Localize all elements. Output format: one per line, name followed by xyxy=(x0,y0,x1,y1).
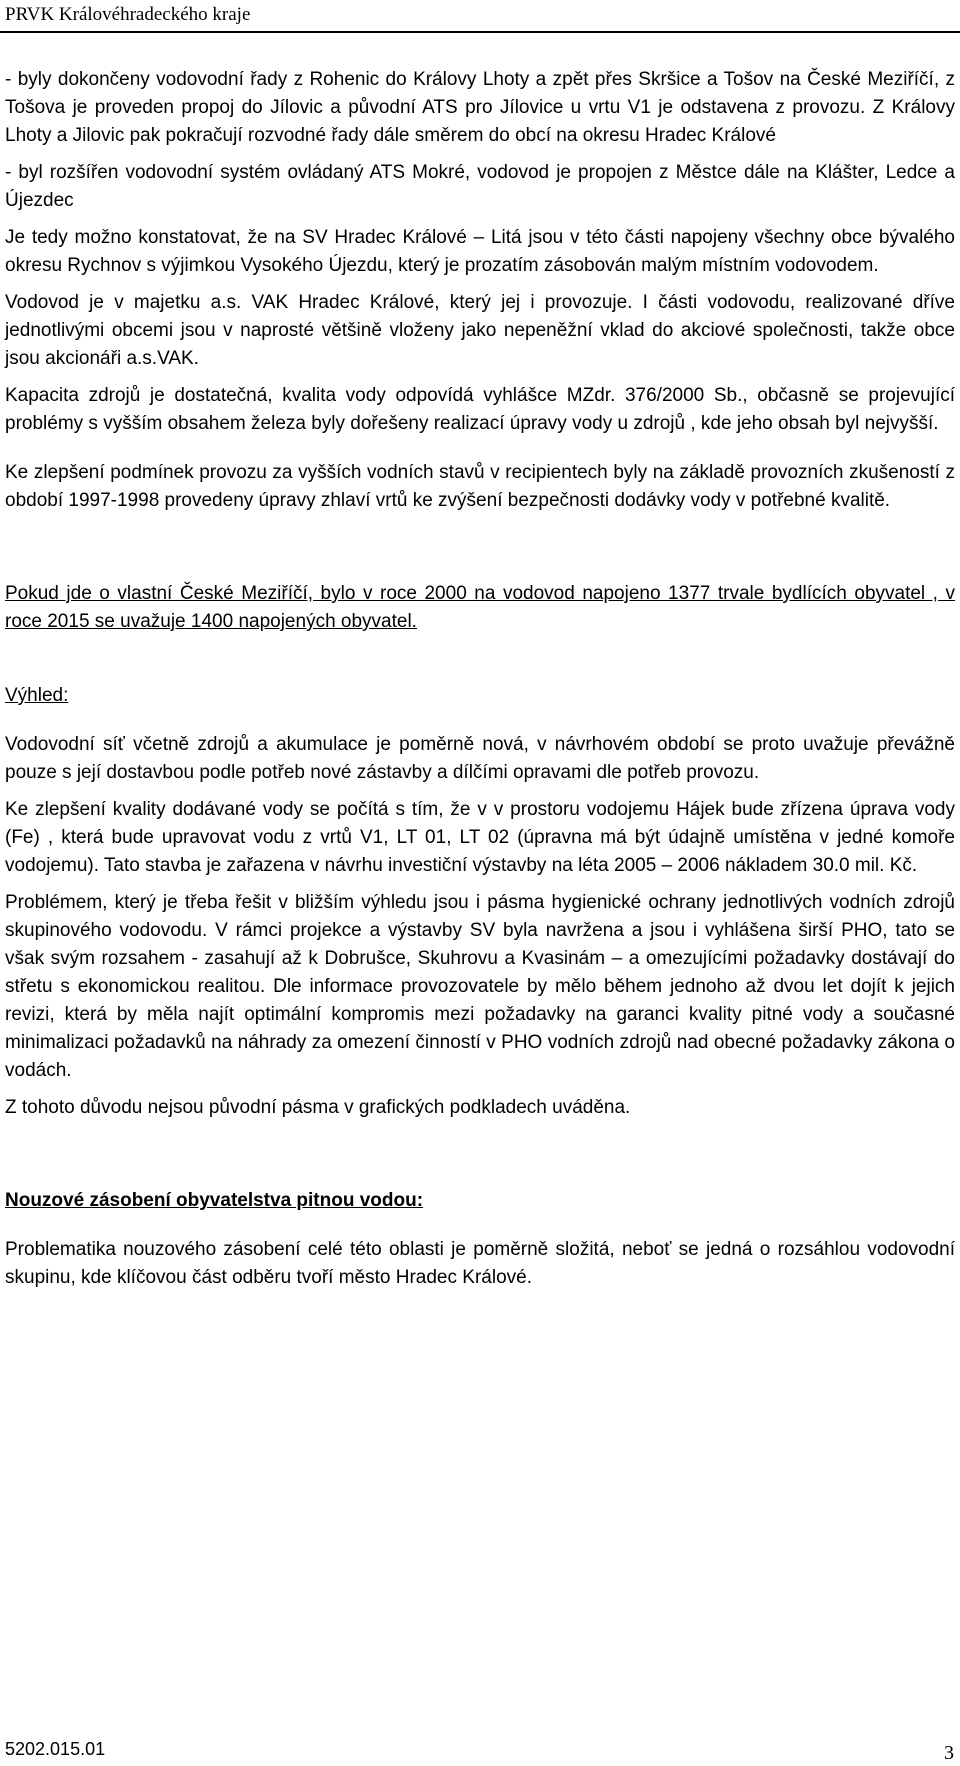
page-footer xyxy=(0,1730,960,1766)
header-divider xyxy=(0,31,960,33)
paragraph-network-outlook: Vodovodní síť včetně zdrojů a akumulace je poměrně nová, v návrhovém období se proto uvažuje převážně pouze s její dostavbou podle potřeb nové zástavby a dílčími opravami dle potřeb provozu. xyxy=(5,734,955,783)
document-title: PRVK Královéhradeckého kraje xyxy=(5,4,251,25)
paragraph-water-treatment: Ke zlepšení kvality dodávané vody se počítá s tím, že v v prostoru vodojemu Hájek bude zřízena úprava vody (Fe) , která bude upravovat vodu z vrtů V1, LT 01, LT 02 (úpravna má být údajně umístěna v jedné komoře vodojemu). Tato stavba je zařazena v návrhu investiční výstavby na léta 2005 – 2006 nákladem 30.0 mil. Kč. xyxy=(5,799,955,876)
document-code: 5202.015.01 xyxy=(5,1739,106,1759)
page-number: 3 xyxy=(944,1742,954,1764)
paragraph-zones-not-shown: Z tohoto důvodu nejsou původní pásma v grafických podkladech uváděna. xyxy=(5,1097,631,1118)
paragraph-connected-villages: Je tedy možno konstatovat, že na SV Hradec Králové – Litá jsou v této části napojeny všechny obce bývalého okresu Rychnov s výjimkou Vysokého Újezdu, který je prozatím zásobován malým místním vodovodem. xyxy=(5,227,955,276)
heading-outlook: Výhled: xyxy=(5,685,69,706)
paragraph-capacity: Kapacita zdrojů je dostatečná, kvalita vody odpovídá vyhlášce MZdr. 376/2000 Sb., občasně se projevující problémy s vyšším obsahem železa byly dořešeny realizací úpravy vody u zdrojů , kde jeho obsah byl nejvyšší. xyxy=(5,385,955,434)
paragraph-protection-zones: Problémem, který je třeba řešit v bližším výhledu jsou i pásma hygienické ochrany jednotlivých vodních zdrojů skupinového vodovodu. V rámci projekce a výstavby SV byla navržena a jsou i vyhlášena širší PHO, tato se však svým rozsahem - zasahují až k Dobrušce, Skuhrovu a Kvasinám – a omezujícími požadavky dostávají do střetu s ekonomickou realitou. Dle informace provozovatele by mělo během jednoho až dvou let dojít k jejich revizi, která by měla najít optimální kompromis mezi požadavky na garanci kvality pitné vody a současné minimalizaci požadavků na náhrady za omezení činností v PHO vodních zdrojů nad obecné požadavky zákona o vodách. xyxy=(5,892,955,1081)
paragraph-system-expanded: - byl rozšířen vodovodní systém ovládaný ATS Mokré, vodovod je propojen z Městce dále na Klášter, Ledce a Újezdec xyxy=(5,162,955,211)
paragraph-water-mains-completed: - byly dokončeny vodovodní řady z Rohenic do Královy Lhoty a zpět přes Skršice a Tošov na České Meziříčí, z Tošova je proveden propoj do Jílovic a původní ATS pro Jílovice u vrtu V1 je odstavena z provozu. Z Královy Lhoty a Jilovic pak pokračují rozvodné řady dále směrem do obcí na okresu Hradec Králové xyxy=(5,69,955,146)
paragraph-emergency-supply: Problematika nouzového zásobení celé této oblasti je poměrně složitá, neboť se jedná o rozsáhlou vodovodní skupinu, kde klíčovou část odběru tvoří město Hradec Králové. xyxy=(5,1239,955,1288)
heading-emergency-supply: Nouzové zásobení obyvatelstva pitnou vodou: xyxy=(5,1190,424,1211)
document-body xyxy=(5,66,955,1292)
page-header xyxy=(0,0,960,34)
paragraph-ownership: Vodovod je v majetku a.s. VAK Hradec Králové, který jej i provozuje. I části vodovodu, realizované dříve jednotlivými obcemi jsou v naprosté většině vloženy jako nepeněžní vklad do akciové společnosti, takže obce jsou akcionáři a.s.VAK. xyxy=(5,292,955,369)
paragraph-population-connected: Pokud jde o vlastní České Meziříčí, bylo v roce 2000 na vodovod napojeno 1377 trvale bydlících obyvatel , v roce 2015 se uvažuje 1400 napojených obyvatel. xyxy=(5,583,955,632)
paragraph-operating-conditions: Ke zlepšení podmínek provozu za vyšších vodních stavů v recipientech byly na základě provozních zkušeností z období 1997-1998 provedeny úpravy zhlaví vrtů ke zvýšení bezpečnosti dodávky vody v potřebné kvalitě. xyxy=(5,462,955,511)
